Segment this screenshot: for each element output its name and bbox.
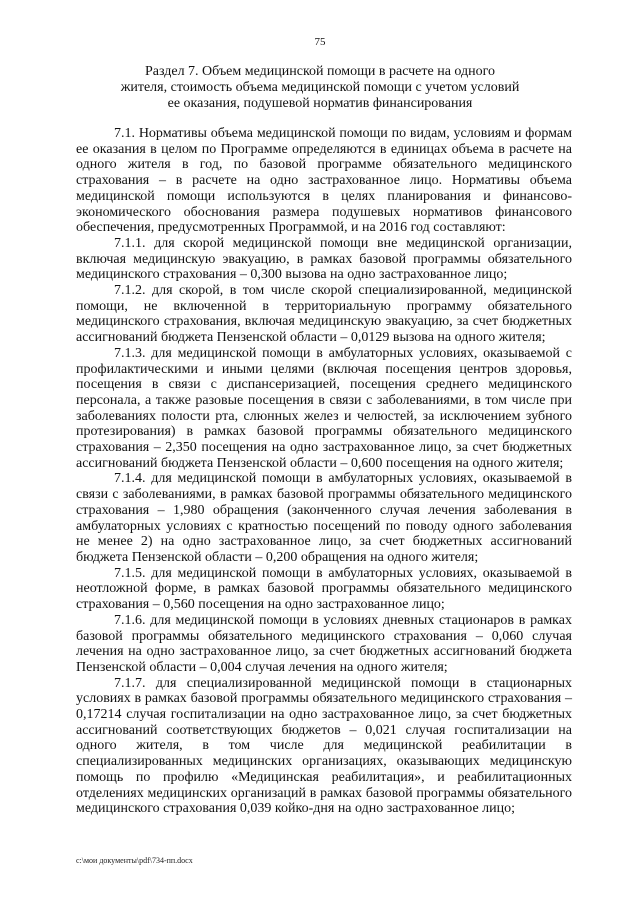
paragraph-7-1-2: 7.1.2. для скорой, в том числе скорой специализированной, медицинской помощи, не включенной в территориальную программу обязательного медицинского страхования, включая медицинскую эвакуацию, за счет бюджетных ассигнований бюджета Пензенской области – 0,0129 вызова на одного жителя; xyxy=(76,283,572,346)
paragraph-7-1-3: 7.1.3. для медицинской помощи в амбулаторных условиях, оказываемой с профилактическими и иными целями (включая посещения центров здоровья, посещения в связи с диспансеризацией, посещения среднего медицинского персонала, а также разовые посещения в связи с заболеваниями, в том числе при заболеваниях полости рта, слюнных желез и челюстей, за исключением зубного протезирования) в рамках базовой программы обязательного медицинского страхования – 2,350 посещения на одно застрахованное лицо, за счет бюджетных ассигнований бюджета Пензенской области – 0,600 посещения на одного жителя; xyxy=(76,345,572,471)
footer-file-path: c:\мои документы\pdf\734-пп.docx xyxy=(76,856,193,865)
section-title-line: жителя, стоимость объема медицинской помощи с учетом условий xyxy=(120,80,520,95)
document-body xyxy=(76,126,572,817)
section-title-line: Раздел 7. Объем медицинской помощи в расчете на одного xyxy=(144,64,496,79)
paragraph-7-1-5: 7.1.5. для медицинской помощи в амбулаторных условиях, оказываемой в неотложной форме, в рамках базовой программы обязательного медицинского страхования – 0,560 посещения на одно застрахованное лицо; xyxy=(76,565,572,613)
section-title-line: ее оказания, подушевой норматив финансирования xyxy=(167,96,473,111)
paragraph-7-1-1: 7.1.1. для скорой медицинской помощи вне медицинской организации, включая медицинскую эвакуацию, в рамках базовой программы обязательного медицинского страхования – 0,300 вызова на одно застрахованное лицо; xyxy=(76,235,572,283)
paragraph-7-1: 7.1. Нормативы объема медицинской помощи по видам, условиям и формам ее оказания в целом по Программе определяются в единицах объема в расчете на одного жителя в год, по базовой программе обязательного медицинского страхования – в расчете на одно застрахованное лицо. Нормативы объема медицинской помощи используются в целях планирования и финансово-экономического обоснования размера подушевых нормативов финансового обеспечения, предусмотренных Программой, и на 2016 год составляют: xyxy=(76,126,572,236)
paragraph-7-1-4: 7.1.4. для медицинской помощи в амбулаторных условиях, оказываемой в связи с заболеваниями, в рамках базовой программы обязательного медицинского страхования – 1,980 обращения (законченного случая лечения заболевания в амбулаторных условиях с кратностью посещений по поводу одного заболевания не менее 2) на одно застрахованное лицо, за счет бюджетных ассигнований бюджета Пензенской области – 0,200 обращения на одного жителя; xyxy=(76,471,572,565)
page-number: 75 xyxy=(314,36,326,48)
paragraph-7-1-7: 7.1.7. для специализированной медицинской помощи в стационарных условиях в рамках базовой программы обязательного медицинского страхования – 0,17214 случая госпитализации на одно застрахованное лицо, за счет бюджетных ассигнований соответствующих бюджетов – 0,021 случая госпитализации на одного жителя, в том числе для медицинской реабилитации в специализированных медицинских организациях, оказывающих медицинскую помощь по профилю «Медицинская реабилитация», и реабилитационных отделениях медицинских организаций в рамках базовой программы обязательного медицинского страхования 0,039 койко-дня на одно застрахованное лицо; xyxy=(76,675,572,817)
section-title xyxy=(120,64,520,112)
paragraph-7-1-6: 7.1.6. для медицинской помощи в условиях дневных стационаров в рамках базовой программы обязательного медицинского страхования – 0,060 случая лечения на одно застрахованное лицо, за счет бюджетных ассигнований бюджета Пензенской области – 0,004 случая лечения на одного жителя; xyxy=(76,612,572,675)
